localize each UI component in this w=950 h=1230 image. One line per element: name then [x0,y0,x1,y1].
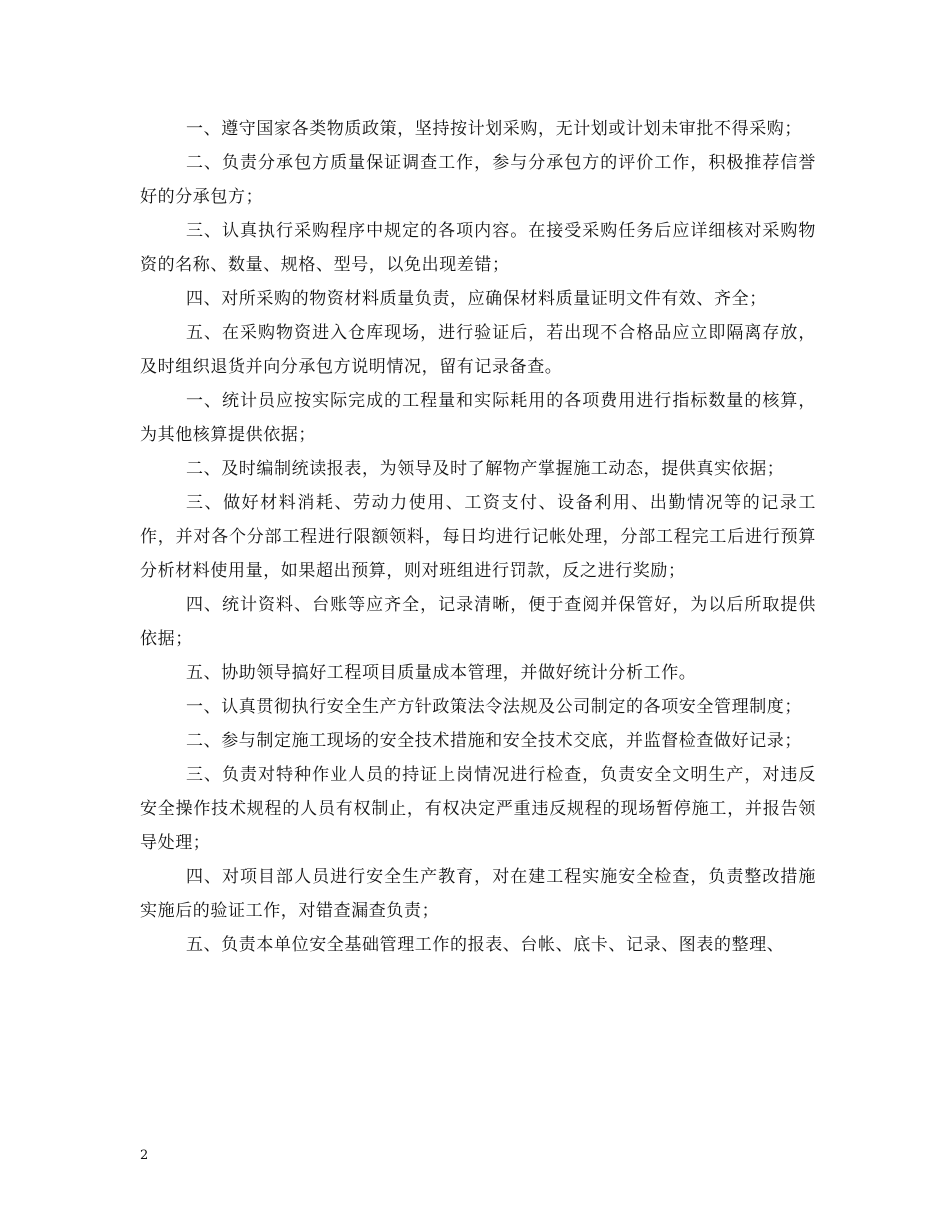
paragraph-procurement-1: 一、遵守国家各类物质政策，坚持按计划采购，无计划或计划未审批不得采购； [186,119,802,139]
paragraph-safety-2: 二、参与制定施工现场的安全技术措施和安全技术交底，并监督检查做好记录； [186,731,802,751]
paragraph-statistics-3: 三、做好材料消耗、劳动力使用、工资支付、设备利用、出勤情况等的记录工作，并对各个分部工程进行限额领料，每日均进行记帐处理，分部工程完工后进行预算分析材料使用量，如果超出预算，则对班组进行罚款，反之进行奖励； [140,493,816,581]
paragraph-safety-4: 四、对项目部人员进行安全生产教育，对在建工程实施安全检查，负责整改措施实施后的验证工作，对错查漏查负责； [140,867,816,921]
document-body [140,112,816,962]
page-number: 2 [140,1148,149,1163]
paragraph-safety-3: 三、负责对特种作业人员的持证上岗情况进行检查，负责安全文明生产，对违反安全操作技术规程的人员有权制止，有权决定严重违反规程的现场暂停施工，并报告领导处理； [140,765,816,853]
paragraph-procurement-3: 三、认真执行采购程序中规定的各项内容。在接受采购任务后应详细核对采购物资的名称、数量、规格、型号，以免出现差错； [140,221,816,275]
paragraph-statistics-5: 五、协助领导搞好工程项目质量成本管理，并做好统计分析工作。 [186,663,697,683]
paragraph-procurement-5: 五、在采购物资进入仓库现场，进行验证后，若出现不合格品应立即隔离存放，及时组织退货并向分承包方说明情况，留有记录备查。 [140,323,816,377]
paragraph-procurement-4: 四、对所采购的物资材料质量负责，应确保材料质量证明文件有效、齐全； [186,289,767,309]
paragraph-procurement-2: 二、负责分承包方质量保证调查工作，参与分承包方的评价工作，积极推荐信誉好的分承包方； [140,153,816,207]
paragraph-statistics-4: 四、统计资料、台账等应齐全，记录清晰，便于查阅并保管好，为以后所取提供依据； [140,595,816,649]
paragraph-statistics-1: 一、统计员应按实际完成的工程量和实际耗用的各项费用进行指标数量的核算，为其他核算提供依据； [140,391,816,445]
paragraph-statistics-2: 二、及时编制统读报表，为领导及时了解物产掌握施工动态，提供真实依据； [186,459,785,479]
paragraph-safety-5: 五、负责本单位安全基础管理工作的报表、台帐、底卡、记录、图表的整理、 [186,935,785,955]
paragraph-safety-1: 一、认真贯彻执行安全生产方针政策法令法规及公司制定的各项安全管理制度； [186,697,802,717]
